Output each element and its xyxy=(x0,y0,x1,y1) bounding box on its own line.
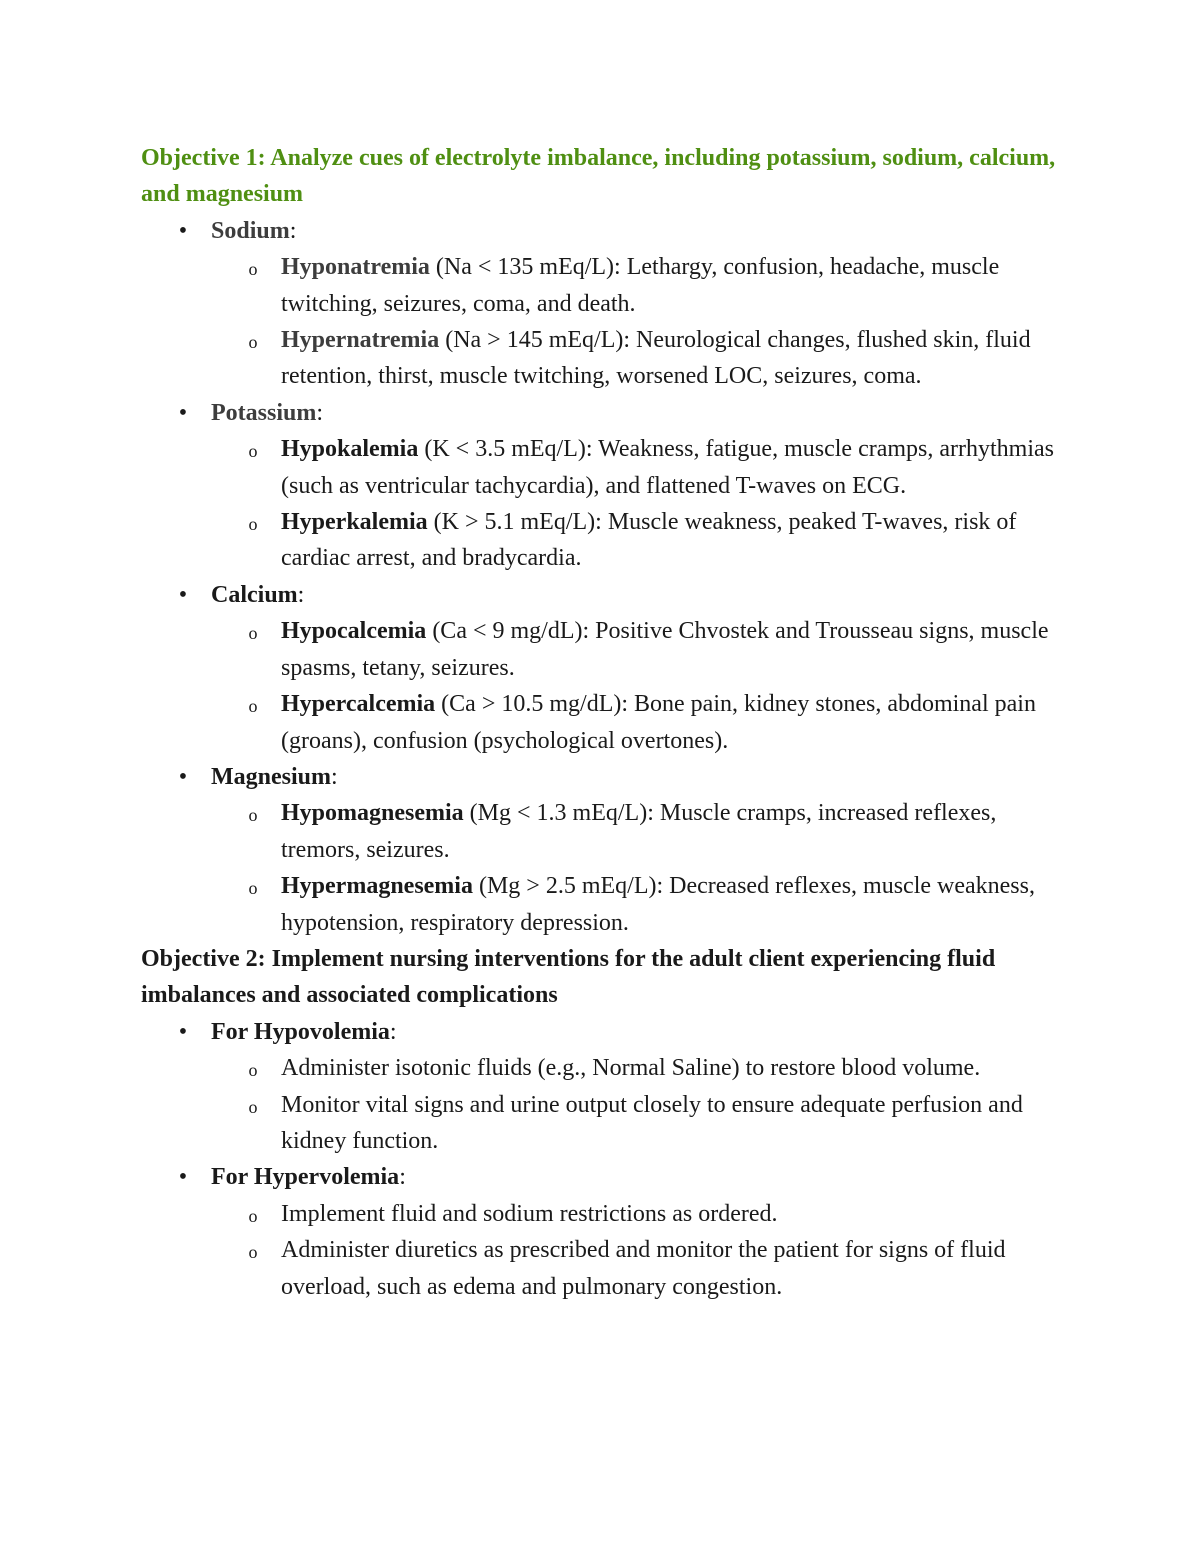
term: Hyperkalemia xyxy=(281,509,428,536)
description: (Na > 145 mEq/L): Neurological changes, flushed skin, fluid retention, thirst, muscle twitching, worsened LOC, seizures, coma. xyxy=(281,327,1031,390)
sub-list xyxy=(211,795,1071,941)
objective-1-heading: Objective 1: Analyze cues of electrolyte imbalance, including potassium, sodium, calcium, and magnesium xyxy=(141,145,1056,208)
bullet-icon: • xyxy=(178,581,188,608)
term: Hypernatremia xyxy=(281,327,440,354)
description: (K > 5.1 mEq/L): Muscle weakness, peaked T-waves, risk of cardiac arrest, and bradycardia. xyxy=(281,509,1017,572)
description: (Ca < 9 mg/dL): Positive Chvostek and Trousseau signs, muscle spasms, tetany, seizures. xyxy=(281,618,1049,681)
circle-bullet-icon: o xyxy=(248,332,258,353)
circle-bullet-icon: o xyxy=(248,1242,258,1263)
category-label: Magnesium xyxy=(211,763,331,790)
circle-bullet-icon: o xyxy=(248,1060,258,1081)
category-hypovolemia: • For Hypovolemia: o Administer isotonic fluids (e.g., Normal Saline) to restore blood volume. o Monitor vital signs and urine output closely to ensure adequate perfusion and kidney function. xyxy=(141,1014,1071,1160)
description: Administer diuretics as prescribed and monitor the patient for signs of fluid overload, such as edema and pulmonary congestion. xyxy=(281,1237,1006,1300)
term: Hypocalcemia xyxy=(281,618,427,645)
circle-bullet-icon: o xyxy=(248,441,258,462)
circle-bullet-icon: o xyxy=(248,514,258,535)
category-label: Sodium xyxy=(211,217,290,244)
bullet-icon: • xyxy=(178,399,188,426)
list-item xyxy=(211,1232,1071,1305)
bullet-icon: • xyxy=(178,763,188,790)
description: Implement fluid and sodium restrictions as ordered. xyxy=(281,1200,778,1227)
list-item xyxy=(211,431,1071,504)
circle-bullet-icon: o xyxy=(248,259,258,280)
term: Hypermagnesemia xyxy=(281,873,473,900)
list-item xyxy=(211,1196,1071,1232)
category-label: For Hypervolemia xyxy=(211,1164,400,1191)
category-hypervolemia: • For Hypervolemia: o Implement fluid and sodium restrictions as ordered. o Administer diuretics as prescribed and monitor the patient for signs of fluid overload, such as edema and pulmonary congestion. xyxy=(141,1159,1071,1305)
circle-bullet-icon: o xyxy=(248,623,258,644)
sub-list xyxy=(211,1050,1071,1159)
list-item xyxy=(211,795,1071,868)
category-calcium: • Calcium: o Hypocalcemia (Ca < 9 mg/dL): Positive Chvostek and Trousseau signs, muscle spasms, tetany, seizures. o Hypercalcemia (Ca > 10.5 mg/dL): Bone pain, kidney stones, abdominal pain (groans), confusion (psychological overtones). xyxy=(141,577,1071,759)
bullet-icon: • xyxy=(178,1018,188,1045)
description: (Na < 135 mEq/L): Lethargy, confusion, headache, muscle twitching, seizures, coma, and death. xyxy=(281,254,1000,317)
term: Hypokalemia xyxy=(281,436,419,463)
description: Administer isotonic fluids (e.g., Normal Saline) to restore blood volume. xyxy=(281,1055,981,1082)
list-item xyxy=(211,249,1071,322)
description: (Mg > 2.5 mEq/L): Decreased reflexes, muscle weakness, hypotension, respiratory depression. xyxy=(281,873,1035,936)
objective-2-heading: Objective 2: Implement nursing interventions for the adult client experiencing fluid imbalances and associated complications xyxy=(141,945,996,1009)
document-page xyxy=(141,140,1071,1305)
description: (Ca > 10.5 mg/dL): Bone pain, kidney stones, abdominal pain (groans), confusion (psychological overtones). xyxy=(281,691,1036,754)
circle-bullet-icon: o xyxy=(248,805,258,826)
description: (K < 3.5 mEq/L): Weakness, fatigue, muscle cramps, arrhythmias (such as ventricular tachycardia), and flattened T-waves on ECG. xyxy=(281,436,1055,499)
circle-bullet-icon: o xyxy=(248,696,258,717)
list-item xyxy=(211,613,1071,686)
bullet-icon: • xyxy=(178,217,188,244)
term: Hypercalcemia xyxy=(281,691,436,718)
category-label: Potassium xyxy=(211,399,317,426)
category-label: Calcium xyxy=(211,581,298,608)
list-item xyxy=(211,504,1071,577)
objective-2-list xyxy=(141,1014,1071,1305)
term: Hypomagnesemia xyxy=(281,800,464,827)
term: Hyponatremia xyxy=(281,254,430,281)
sub-list xyxy=(211,613,1071,759)
list-item xyxy=(211,868,1071,941)
list-item xyxy=(211,322,1071,395)
sub-list xyxy=(211,1196,1071,1305)
list-item xyxy=(211,1087,1071,1160)
circle-bullet-icon: o xyxy=(248,878,258,899)
sub-list xyxy=(211,249,1071,395)
objective-1-list xyxy=(141,213,1071,941)
description: Monitor vital signs and urine output closely to ensure adequate perfusion and kidney function. xyxy=(281,1091,1023,1154)
list-item xyxy=(211,1050,1071,1086)
list-item xyxy=(211,686,1071,759)
category-potassium: • Potassium: o Hypokalemia (K < 3.5 mEq/L): Weakness, fatigue, muscle cramps, arrhythmias (such as ventricular tachycardia), and flattened T-waves on ECG. o Hyperkalemia (K > 5.1 mEq/L): Muscle weakness, peaked T-waves, risk of cardiac arrest, and bradycardia. xyxy=(141,395,1071,577)
description: (Mg < 1.3 mEq/L): Muscle cramps, increased reflexes, tremors, seizures. xyxy=(281,800,997,863)
category-magnesium: • Magnesium: o Hypomagnesemia (Mg < 1.3 mEq/L): Muscle cramps, increased reflexes, tremors, seizures. o Hypermagnesemia (Mg > 2.5 mEq/L): Decreased reflexes, muscle weakness, hypotension, respiratory depression. xyxy=(141,759,1071,941)
bullet-icon: • xyxy=(178,1164,188,1191)
sub-list xyxy=(211,431,1071,577)
circle-bullet-icon: o xyxy=(248,1205,258,1226)
circle-bullet-icon: o xyxy=(248,1096,258,1117)
category-label: For Hypovolemia xyxy=(211,1018,390,1045)
category-sodium: • Sodium: o Hyponatremia (Na < 135 mEq/L): Lethargy, confusion, headache, muscle twitching, seizures, coma, and death. o Hypernatremia (Na > 145 mEq/L): Neurological changes, flushed skin, fluid retention, thirst, muscle twitching, worsened LOC, seizures, coma. xyxy=(141,213,1071,395)
